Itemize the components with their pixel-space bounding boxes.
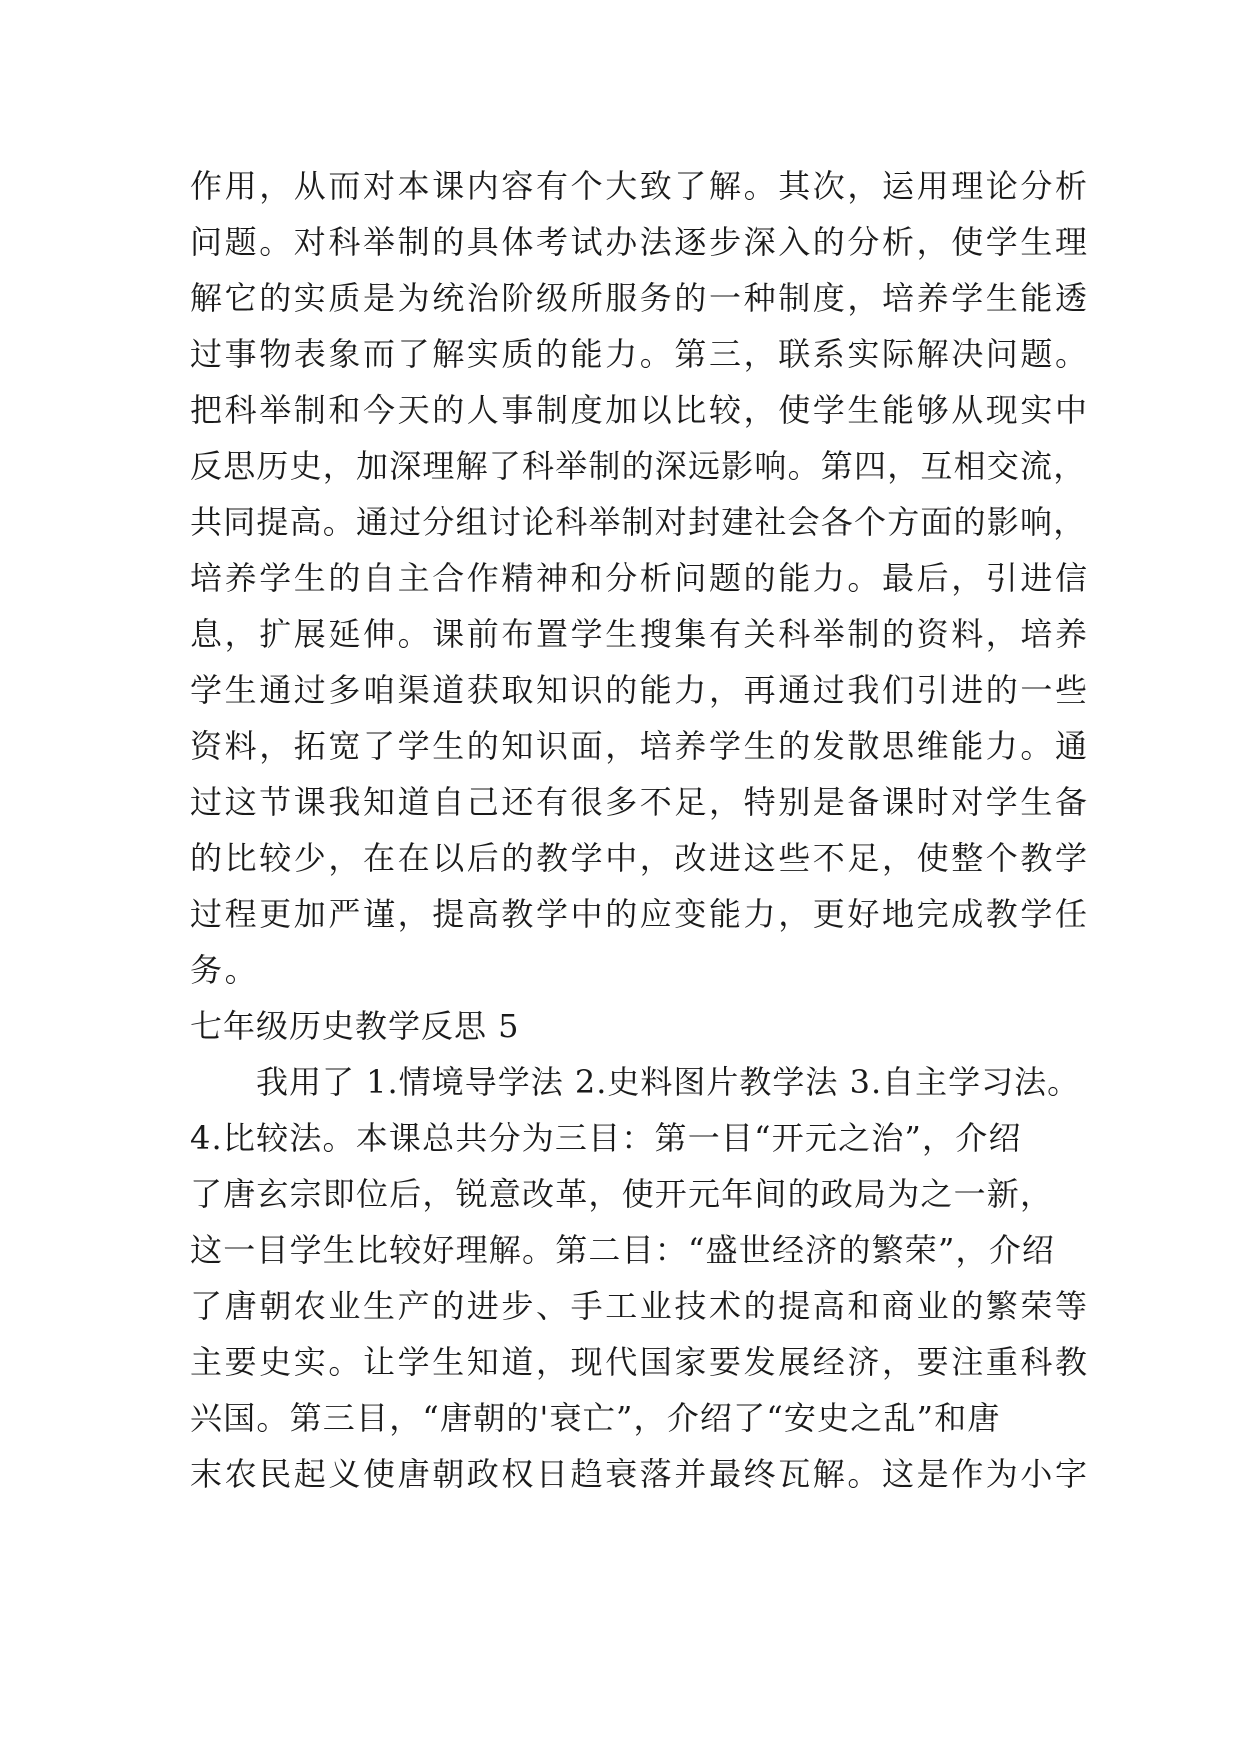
section-heading: 七年级历史教学反思 5 (190, 1007, 520, 1045)
text-line: 的比较少，在在以后的教学中，改进这些不足，使整个教学 (190, 839, 1090, 877)
text-line: 这一目学生比较好理解。第二目：“盛世经济的繁荣”，介绍 (190, 1231, 1056, 1269)
text-line: 资料，拓宽了学生的知识面，培养学生的发散思维能力。通 (190, 727, 1090, 765)
text-line: 了唐玄宗即位后，锐意改革，使开元年间的政局为之一新， (190, 1175, 1054, 1213)
text-line: 解它的实质是为统治阶级所服务的一种制度，培养学生能透 (190, 279, 1090, 317)
text-line: 兴国。第三目，“唐朝的'衰亡”，介绍了“安史之乱”和唐 (190, 1399, 1001, 1437)
text-line: 务。 (190, 951, 260, 989)
text-line: 过事物表象而了解实质的能力。第三，联系实际解决问题。 (190, 335, 1090, 373)
text-line: 过这节课我知道自己还有很多不足，特别是备课时对学生备 (190, 783, 1090, 821)
text-line: 了唐朝农业生产的进步、手工业技术的提高和商业的繁荣等 (190, 1287, 1090, 1325)
text-line: 4.比较法。本课总共分为三目：第一目“开元之治”，介绍 (190, 1119, 1022, 1157)
text-line: 学生通过多咱渠道获取知识的能力，再通过我们引进的一些 (190, 671, 1090, 709)
text-line: 我用了 1.情境导学法 2.史料图片教学法 3.自主学习法。 (256, 1063, 1081, 1101)
text-line: 主要史实。让学生知道，现代国家要发展经济，要注重科教 (190, 1343, 1090, 1381)
text-line: 末农民起义使唐朝政权日趋衰落并最终瓦解。这是作为小字 (190, 1455, 1090, 1493)
text-line: 作用，从而对本课内容有个大致了解。其次，运用理论分析 (190, 167, 1090, 205)
text-line: 共同提高。通过分组讨论科举制对封建社会各个方面的影响， (190, 503, 1087, 541)
text-line: 把科举制和今天的人事制度加以比较，使学生能够从现实中 (190, 391, 1090, 429)
document-body (190, 158, 1090, 1502)
text-line: 息，扩展延伸。课前布置学生搜集有关科举制的资料，培养 (190, 615, 1090, 653)
text-line: 培养学生的自主合作精神和分析问题的能力。最后，引进信 (190, 559, 1090, 597)
text-line: 问题。对科举制的具体考试办法逐步深入的分析，使学生理 (190, 223, 1090, 261)
text-line: 反思历史，加深理解了科举制的深远影响。第四，互相交流， (190, 447, 1087, 485)
text-line: 过程更加严谨，提高教学中的应变能力，更好地完成教学任 (190, 895, 1090, 933)
